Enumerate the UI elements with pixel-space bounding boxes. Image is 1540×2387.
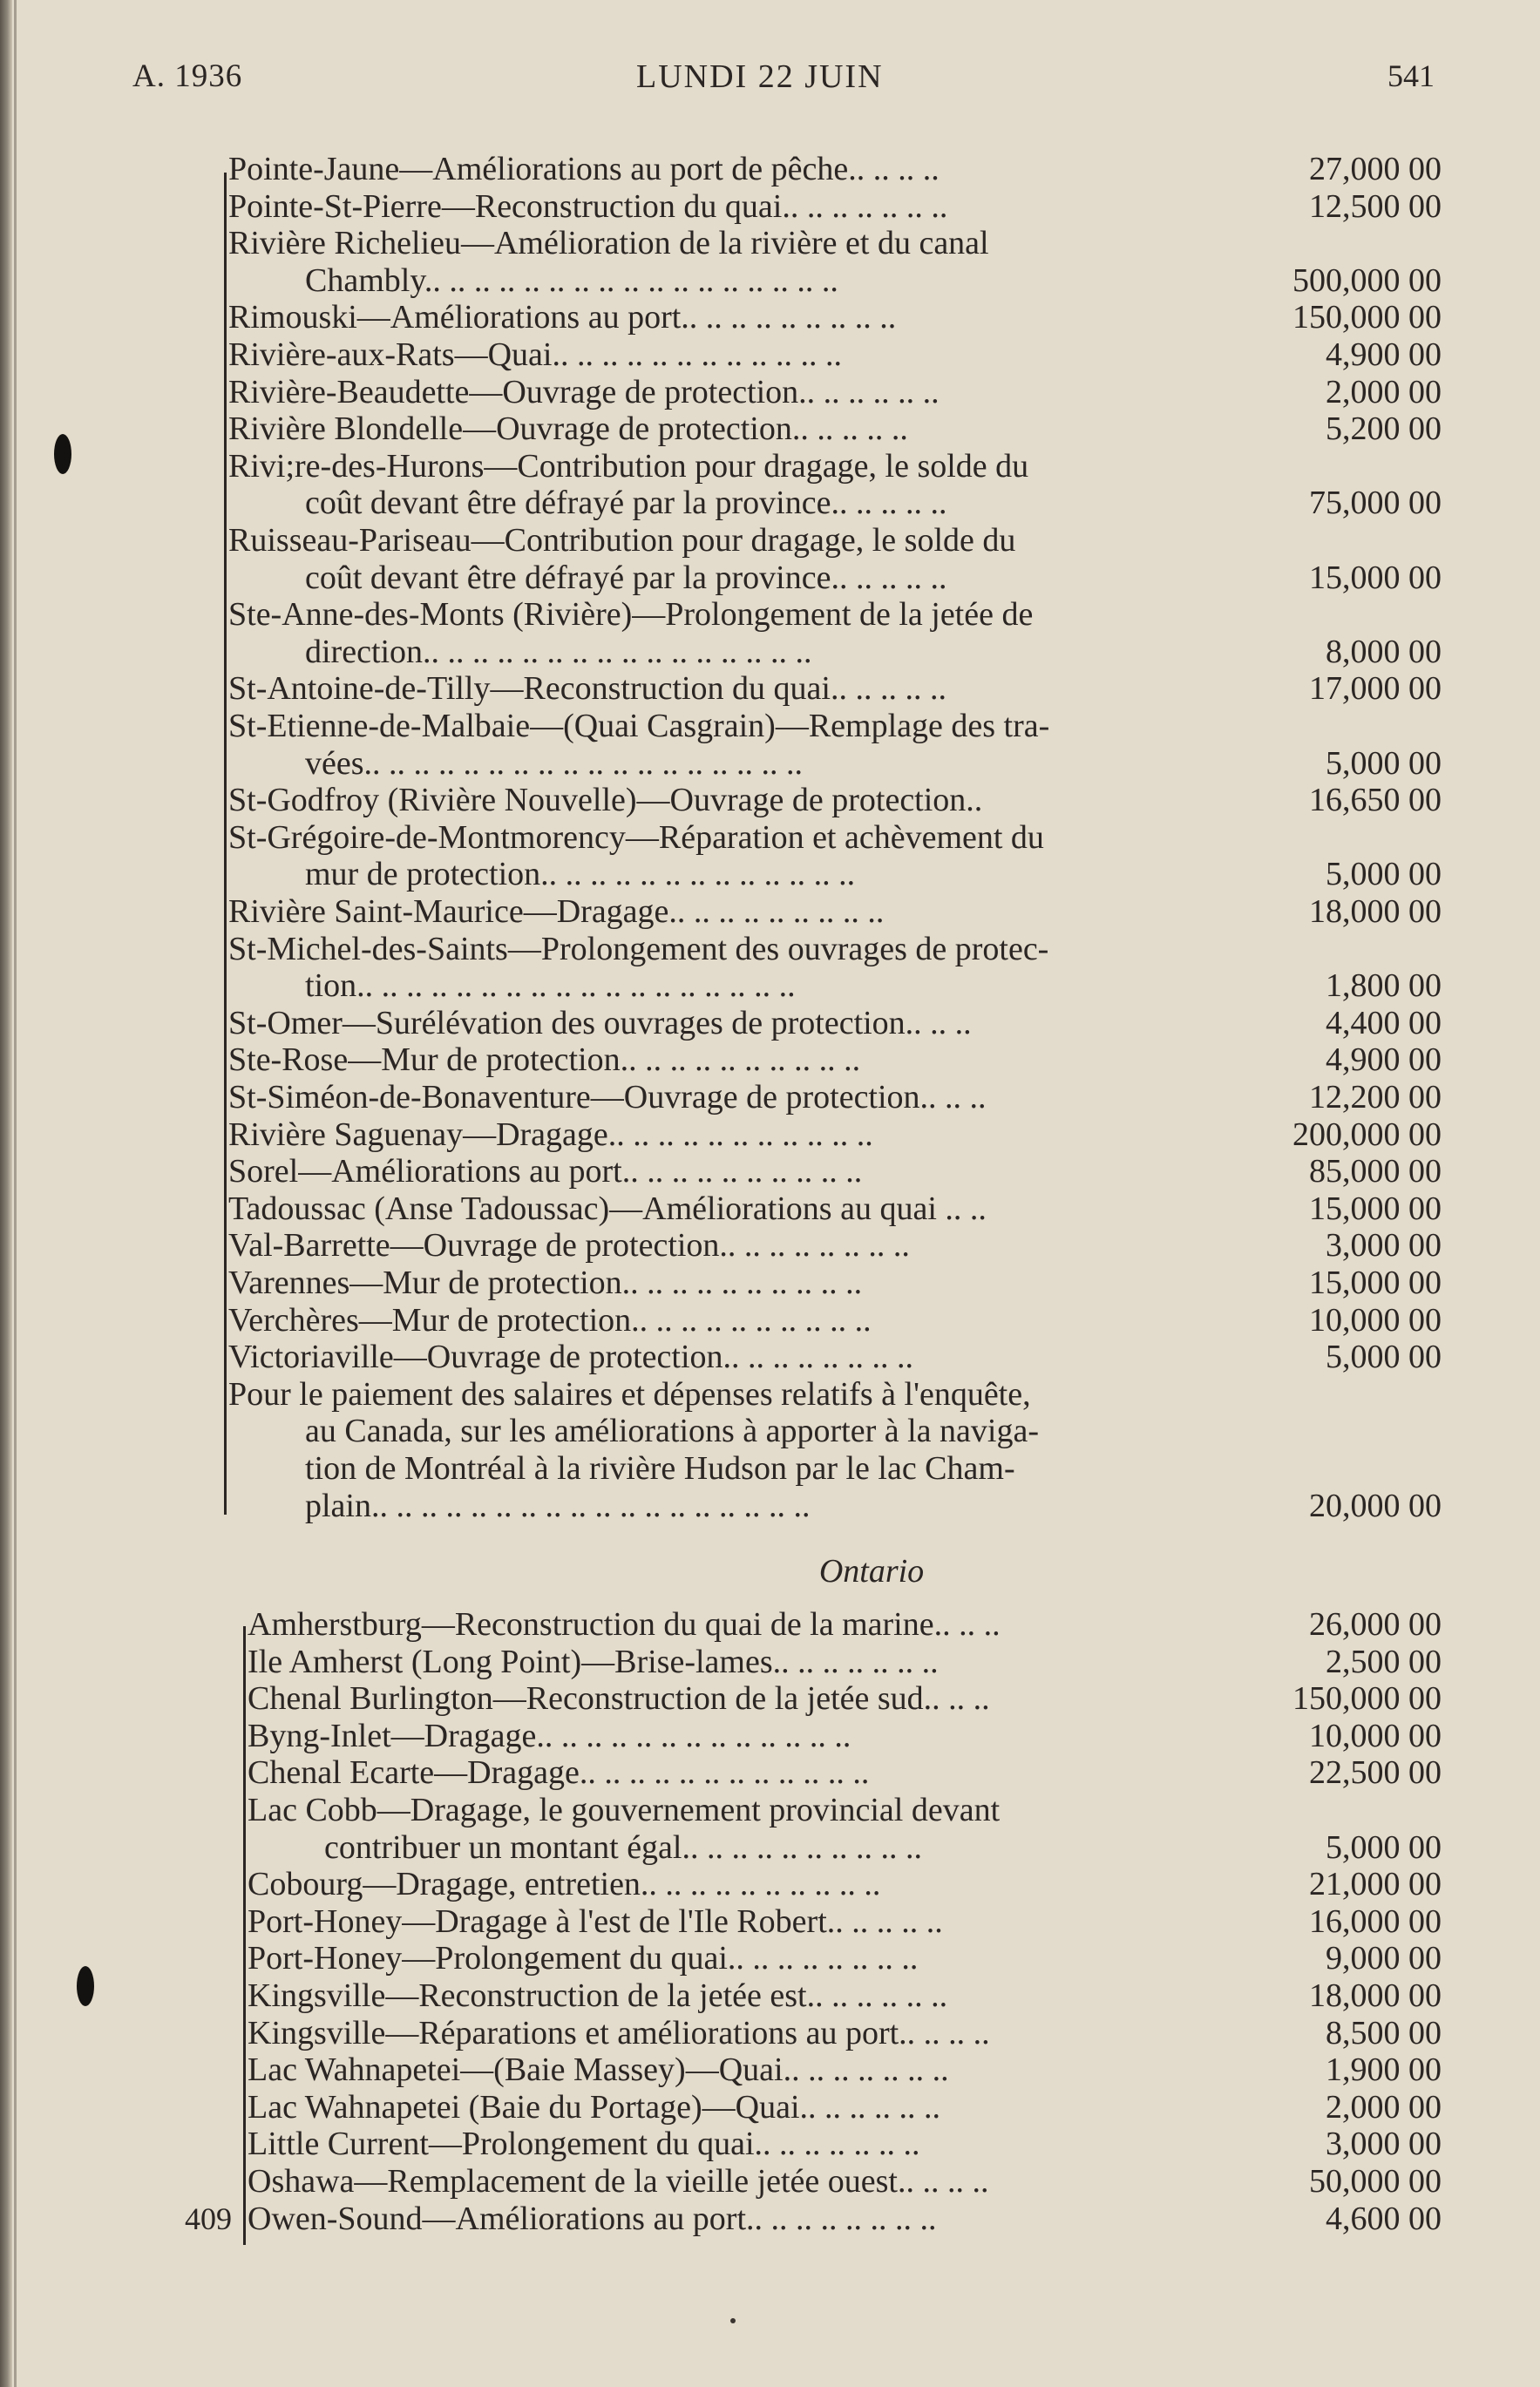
entry-amount: 8,000 00: [1326, 633, 1442, 670]
entry-amount: 5,200 00: [1326, 410, 1442, 448]
ledger-entry: [0, 1338, 1540, 1376]
entry-amount: 4,600 00: [1326, 2200, 1442, 2237]
ledger-entry: [0, 1078, 1540, 1116]
ledger-entry: [0, 1679, 1540, 1718]
entry-amount: 10,000 00: [1309, 1717, 1442, 1754]
header-date: LUNDI 22 JUIN: [636, 58, 884, 95]
ledger-entry: [0, 1004, 1540, 1042]
entry-amount: 27,000 00: [1309, 151, 1442, 187]
entry-description: Lac Wahnapetei (Baie du Portage)—Quai.. .. .. .. .. ..: [248, 2088, 941, 2126]
entry-description: Rivière Blondelle—Ouvrage de protection.. .. .. .. ..: [228, 410, 908, 448]
ledger-entry: [0, 2088, 1540, 2126]
entry-amount: 3,000 00: [1326, 2126, 1442, 2163]
ledger-entry-continuation: [0, 1412, 1540, 1450]
entry-amount: 1,900 00: [1326, 2051, 1442, 2089]
entry-amount: 12,200 00: [1309, 1079, 1442, 1116]
entry-description: coût devant être défrayé par la province.. .. .. .. ..: [305, 559, 947, 596]
entry-description: St-Omer—Surélévation des ouvrages de protection.. .. ..: [228, 1004, 972, 1041]
entry-amount: 150,000 00: [1292, 299, 1442, 336]
entry-description: Oshawa—Remplacement de la vieille jetée ouest.. .. .. ..: [248, 2163, 989, 2200]
ledger-entry: [0, 521, 1540, 559]
ledger-entry: [0, 1375, 1540, 1414]
ledger-entry: [0, 447, 1540, 485]
entry-description: Kingsville—Reconstruction de la jetée est.. .. .. .. .. ..: [248, 1977, 948, 2014]
ledger-entry-continuation: [0, 559, 1540, 597]
entry-amount: 2,000 00: [1326, 2088, 1442, 2126]
ledger-entry: [0, 1152, 1540, 1190]
entry-amount: 5,000 00: [1326, 1339, 1442, 1376]
entry-description: Victoriaville—Ouvrage de protection.. .. .. .. .. .. .. ..: [228, 1339, 914, 1376]
ledger-entry-continuation: [0, 744, 1540, 783]
entry-amount: 50,000 00: [1309, 2163, 1442, 2200]
entry-description: vées.. .. .. .. .. .. .. .. .. .. .. .. .. .. .. .. .. ..: [305, 744, 804, 782]
ledger-entry-continuation: [0, 1449, 1540, 1488]
entry-description: contribuer un montant égal.. .. .. .. .. .. .. .. .. ..: [324, 1828, 922, 1866]
entry-description: St-Michel-des-Saints—Prolongement des ouvrages de protec-: [228, 930, 1049, 967]
entry-description: Tadoussac (Anse Tadoussac)—Améliorations au quai .. ..: [228, 1190, 987, 1227]
entry-amount: 5,000 00: [1326, 1828, 1442, 1866]
entry-description: Byng-Inlet—Dragage.. .. .. .. .. .. .. .. .. .. .. .. ..: [248, 1717, 851, 1754]
ledger-entry: [0, 2051, 1540, 2089]
ledger-entry: [0, 187, 1540, 226]
ledger-entry: [0, 1116, 1540, 1154]
entry-amount: 2,000 00: [1326, 373, 1442, 410]
ink-speck: [730, 2318, 736, 2323]
ledger-entry: [0, 336, 1540, 374]
entry-description: Chenal Ecarte—Dragage.. .. .. .. .. .. .. .. .. .. .. ..: [248, 1754, 870, 1792]
ledger-entry: [0, 781, 1540, 819]
ledger-entry: [0, 930, 1540, 968]
entry-description: Rivi;re-des-Hurons—Contribution pour dragage, le solde du: [228, 447, 1029, 485]
ledger-entry: [0, 1753, 1540, 1792]
entry-amount: 150,000 00: [1292, 1680, 1442, 1718]
entry-description: Port-Honey—Dragage à l'est de l'Ile Robert.. .. .. .. ..: [248, 1902, 943, 1940]
entry-description: Rivière Richelieu—Amélioration de la rivière et du canal: [228, 225, 989, 262]
entry-description: Val-Barrette—Ouvrage de protection.. .. .. .. .. .. .. ..: [228, 1227, 910, 1265]
entry-amount: 2,500 00: [1326, 1643, 1442, 1680]
entry-amount: 15,000 00: [1309, 1190, 1442, 1227]
entry-description: coût devant être défrayé par la province.. .. .. .. ..: [305, 485, 947, 522]
entry-description: Owen-Sound—Améliorations au port.. .. .. .. .. .. .. ..: [248, 2200, 937, 2237]
entry-description: Rivière Saguenay—Dragage.. .. .. .. .. .. .. .. .. .. ..: [228, 1116, 873, 1153]
ledger-entry: [0, 1791, 1540, 1829]
ledger-entry: [0, 1717, 1540, 1755]
ledger-entry-continuation: [0, 966, 1540, 1005]
entry-description: Port-Honey—Prolongement du quai.. .. .. .. .. .. .. ..: [248, 1940, 919, 1977]
ledger-entry: [0, 1865, 1540, 1903]
entry-amount: 12,500 00: [1309, 187, 1442, 225]
entry-amount: 4,400 00: [1326, 1004, 1442, 1041]
ledger-entry-continuation: [0, 633, 1540, 671]
ledger-entry-continuation: [0, 261, 1540, 300]
entry-amount: 16,000 00: [1309, 1902, 1442, 1940]
entry-description: Ruisseau-Pariseau—Contribution pour dragage, le solde du: [228, 522, 1016, 559]
ledger-entry: [0, 1226, 1540, 1265]
ledger-entry: [0, 1301, 1540, 1339]
ledger-entry: [0, 1041, 1540, 1079]
entry-amount: 8,500 00: [1326, 2014, 1442, 2051]
entry-amount: 20,000 00: [1309, 1487, 1442, 1524]
entry-amount: 9,000 00: [1326, 1940, 1442, 1977]
entry-amount: 200,000 00: [1292, 1116, 1442, 1153]
entry-amount: 75,000 00: [1309, 485, 1442, 522]
entry-description: Ile Amherst (Long Point)—Brise-lames.. .. .. .. .. .. ..: [248, 1643, 939, 1680]
entry-description: Varennes—Mur de protection.. .. .. .. .. .. .. .. .. ..: [228, 1265, 863, 1301]
entry-description: Rivière-aux-Rats—Quai.. .. .. .. .. .. .. .. .. .. .. ..: [228, 336, 842, 373]
entry-amount: 17,000 00: [1309, 670, 1442, 708]
entry-description: Chenal Burlington—Reconstruction de la jetée sud.. .. ..: [248, 1680, 990, 1718]
entry-description: Pointe-Jaune—Améliorations au port de pêche.. .. .. ..: [228, 151, 940, 187]
entry-description: Chambly.. .. .. .. .. .. .. .. .. .. .. .. .. .. .. .. ..: [305, 261, 838, 299]
ledger-entry: [0, 1977, 1540, 2015]
ledger-entry: [0, 1902, 1540, 1941]
entry-description: plain.. .. .. .. .. .. .. .. .. .. .. .. .. .. .. .. .. ..: [305, 1487, 811, 1524]
ledger-entry: [0, 373, 1540, 411]
ledger-entry: [0, 1939, 1540, 1977]
entry-amount: 15,000 00: [1309, 1265, 1442, 1301]
entry-amount: 4,900 00: [1326, 336, 1442, 373]
entry-description: Rimouski—Améliorations au port.. .. .. .. .. .. .. .. ..: [228, 299, 897, 336]
entry-description: mur de protection.. .. .. .. .. .. .. .. .. .. .. .. ..: [305, 856, 856, 893]
entry-description: Lac Cobb—Dragage, le gouvernement provincial devant: [248, 1792, 1001, 1828]
ledger-entry: [0, 150, 1540, 188]
entry-amount: 85,000 00: [1309, 1153, 1442, 1190]
entry-amount: 1,800 00: [1326, 967, 1442, 1005]
entry-description: St-Siméon-de-Bonaventure—Ouvrage de protection.. .. ..: [228, 1079, 987, 1116]
entry-description: Verchères—Mur de protection.. .. .. .. .. .. .. .. .. ..: [228, 1301, 872, 1339]
ledger-entry-continuation: [0, 484, 1540, 522]
entry-amount: 18,000 00: [1309, 893, 1442, 930]
ledger-entry: [0, 595, 1540, 634]
header-year: A. 1936: [132, 58, 243, 94]
entry-description: direction.. .. .. .. .. .. .. .. .. .. .. .. .. .. .. ..: [305, 633, 812, 670]
ledger-entry-continuation: [0, 1487, 1540, 1525]
entry-amount: 3,000 00: [1326, 1227, 1442, 1265]
entry-description: Amherstburg—Reconstruction du quai de la marine.. .. ..: [248, 1606, 1001, 1643]
ledger-entry: [0, 298, 1540, 336]
entry-description: tion.. .. .. .. .. .. .. .. .. .. .. .. .. .. .. .. .. ..: [305, 967, 796, 1005]
section-heading-ontario: Ontario: [818, 1553, 925, 1590]
page-header: [0, 58, 1540, 110]
entry-amount: 22,500 00: [1309, 1754, 1442, 1792]
entry-description: St-Antoine-de-Tilly—Reconstruction du quai.. .. .. .. ..: [228, 670, 946, 708]
entry-amount: 16,650 00: [1309, 782, 1442, 819]
entry-description: St-Godfroy (Rivière Nouvelle)—Ouvrage de protection..: [228, 782, 983, 819]
entry-description: au Canada, sur les améliorations à apporter à la naviga-: [305, 1413, 1039, 1450]
entry-description: Pour le paiement des salaires et dépenses relatifs à l'enquête,: [228, 1375, 1031, 1413]
ledger-entry: [0, 2162, 1540, 2201]
entry-description: Ste-Rose—Mur de protection.. .. .. .. .. .. .. .. .. ..: [228, 1041, 861, 1079]
entry-description: Rivière-Beaudette—Ouvrage de protection.. .. .. .. .. ..: [228, 373, 940, 410]
ledger-entry: [0, 2014, 1540, 2052]
entry-description: Kingsville—Réparations et améliorations au port.. .. .. ..: [248, 2014, 990, 2051]
entry-amount: 5,000 00: [1326, 856, 1442, 893]
ledger-entry: [0, 1605, 1540, 1644]
entry-description: Pointe-St-Pierre—Reconstruction du quai.. .. .. .. .. .. ..: [228, 187, 948, 225]
ledger-entry: [0, 410, 1540, 448]
entry-description: Ste-Anne-des-Monts (Rivière)—Prolongement de la jetée de: [228, 596, 1034, 634]
ledger-entry: [0, 892, 1540, 931]
entry-description: Lac Wahnapetei—(Baie Massey)—Quai.. .. .. .. .. .. ..: [248, 2051, 949, 2089]
ledger-entry: [0, 1264, 1540, 1302]
entry-description: Little Current—Prolongement du quai.. .. .. .. .. .. ..: [248, 2126, 920, 2163]
entry-description: Rivière Saint-Maurice—Dragage.. .. .. .. .. .. .. .. ..: [228, 893, 885, 930]
entry-amount: 4,900 00: [1326, 1041, 1442, 1079]
entry-description: Sorel—Améliorations au port.. .. .. .. .. .. .. .. .. ..: [228, 1153, 863, 1190]
printed-page-number: 409: [185, 2201, 232, 2236]
entry-description: St-Etienne-de-Malbaie—(Quai Casgrain)—Remplage des tra-: [228, 708, 1050, 744]
entry-amount: 26,000 00: [1309, 1606, 1442, 1643]
entry-amount: 15,000 00: [1309, 559, 1442, 596]
ledger-entry: [0, 818, 1540, 857]
ledger-entry: [0, 669, 1540, 708]
entry-amount: 10,000 00: [1309, 1301, 1442, 1339]
entry-amount: 21,000 00: [1309, 1866, 1442, 1903]
entry-amount: 5,000 00: [1326, 744, 1442, 782]
ledger-entry-continuation: [0, 1828, 1540, 1867]
ledger-entry-continuation: [0, 855, 1540, 893]
ledger-entry: [0, 1643, 1540, 1681]
entry-description: St-Grégoire-de-Montmorency—Réparation et achèvement du: [228, 818, 1044, 856]
ledger-entry: [0, 224, 1540, 262]
entry-amount: 18,000 00: [1309, 1977, 1442, 2014]
ledger-entry: [0, 707, 1540, 745]
entry-description: tion de Montréal à la rivière Hudson par le lac Cham-: [305, 1450, 1015, 1487]
entry-description: Cobourg—Dragage, entretien.. .. .. .. .. .. .. .. .. ..: [248, 1866, 881, 1903]
header-page-number: 541: [1387, 58, 1435, 93]
ledger-entry: [0, 2125, 1540, 2163]
entry-amount: 500,000 00: [1292, 261, 1442, 299]
ledger-entry: [0, 1190, 1540, 1228]
